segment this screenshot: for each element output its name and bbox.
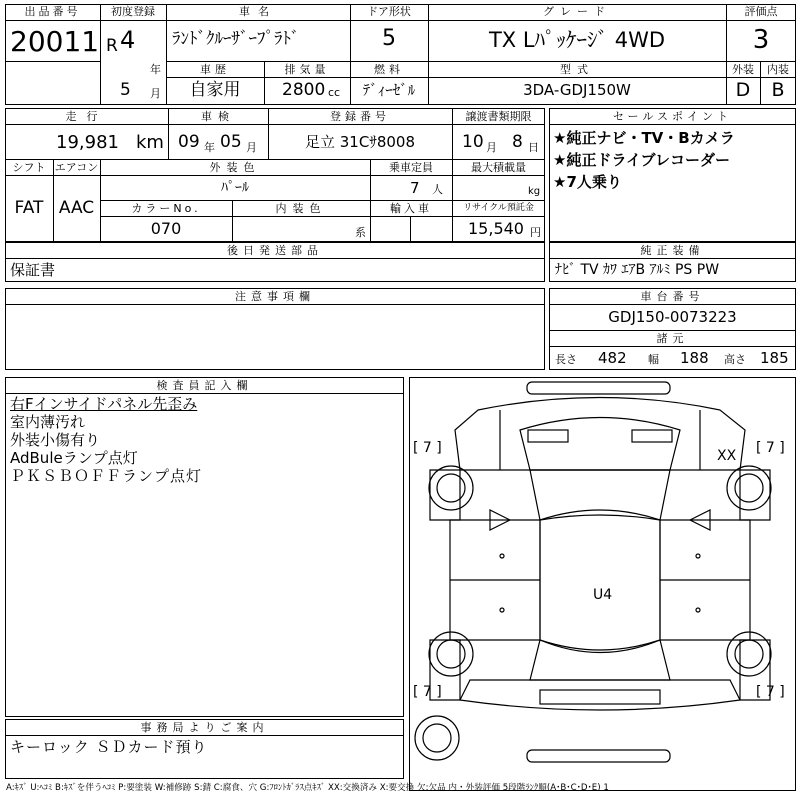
model: 3DA-GDJ150W: [523, 81, 631, 99]
transfer-day-unit: 日: [528, 141, 539, 154]
chassis-label: 車台番号: [640, 290, 705, 303]
model-label: 型式: [560, 63, 594, 76]
reg-no: 足立 31Cｻ8008: [304, 133, 415, 151]
displacement-unit: cc: [328, 86, 341, 99]
load-unit: kg: [528, 186, 541, 197]
inspector-line: 外装小傷有り: [10, 431, 101, 449]
damage-mark-xx: XX: [717, 448, 737, 464]
mileage-unit: km: [136, 132, 164, 153]
length-label: 長さ: [555, 353, 577, 366]
fuel: ﾃﾞｨｰｾﾞﾙ: [362, 81, 416, 99]
color-label: 外装色: [209, 161, 261, 174]
recycle: 15,540: [468, 219, 524, 238]
shift: FAT: [14, 198, 44, 218]
capacity-unit: 人: [432, 183, 443, 196]
score: 3: [752, 25, 770, 55]
tire-mark-front-left: [ 7 ]: [413, 440, 442, 456]
transfer-label: 譲渡書類期限: [465, 110, 532, 123]
sales-point-item: ★純正ドライブレコーダー: [553, 151, 730, 169]
tire-mark-front-right: [ 7 ]: [756, 440, 785, 456]
recycle-label: リサイクル預託金: [463, 203, 534, 213]
mileage-label: 走行: [65, 110, 108, 123]
shift-label: シフト: [12, 161, 46, 174]
history-label: 車歴: [200, 63, 230, 76]
era: R: [106, 36, 118, 56]
transfer-month-unit: 月: [486, 141, 497, 154]
grade: TX Lﾊﾟｯｹｰｼﾞ 4WD: [488, 28, 666, 52]
ac-label: エアコン: [54, 161, 99, 174]
dimensions-label: 諸元: [656, 332, 689, 345]
int-score: B: [771, 79, 785, 101]
inspection-month: 05: [220, 132, 242, 152]
inspector-line: 右Fインサイドパネル先歪み: [10, 395, 198, 413]
capacity-label: 乗車定員: [389, 161, 433, 174]
later-parts-label: 後日発送部品: [227, 244, 323, 257]
load-label: 最大積載量: [471, 161, 526, 174]
car-diagram-box: [409, 377, 796, 791]
office-value: キーロック ＳＤカード預り: [10, 738, 208, 756]
reg-month-unit: 月: [150, 87, 161, 100]
damage-mark-u4: U4: [593, 587, 613, 603]
score-label: 評価点: [744, 5, 778, 18]
reg-month: 5: [120, 80, 131, 100]
fuel-label: 燃料: [374, 63, 404, 76]
history: 自家用: [189, 80, 241, 100]
inspector-line: AdBuleランプ点灯: [10, 449, 138, 467]
displacement-label: 排気量: [284, 63, 330, 76]
equipment-value: ﾅﾋﾞ TV ｶﾜ ｴｱB ｱﾙﾐ PS PW: [555, 262, 720, 278]
grade-label: グレード: [543, 5, 611, 18]
color-no: 070: [150, 219, 182, 238]
inspection-label: 車検: [201, 110, 235, 123]
sales-points-label: セールスポイント: [612, 110, 732, 123]
length: 482: [598, 349, 627, 367]
lot-no-label: 出品番号: [24, 5, 81, 18]
ac: AAC: [58, 198, 95, 218]
color-no-label: カラーNo.: [131, 202, 201, 215]
reg-year: 4: [120, 26, 136, 54]
interior-color-unit: 系: [355, 226, 366, 239]
doors-label: ドア形状: [367, 5, 411, 18]
equipment-label: 純正装備: [640, 244, 705, 257]
legend-text: A:ｷｽﾞ U:ﾍｺﾐ B:ｷｽﾞを伴うﾍｺﾐ P:要塗装 W:補修跡 S:錆 C:腐食、穴 G:ﾌﾛﾝﾄｶﾞﾗｽ点ｷｽﾞ XX:交換済み X:要交換 欠:欠品 内・外装評価 5段階ﾗﾝｸ順(A･B･C･D･E) 1: [6, 783, 609, 793]
int-score-label: 内装: [767, 63, 789, 76]
first-reg-label: 初度登録: [111, 5, 155, 18]
inspection-year-unit: 年: [204, 141, 215, 154]
recycle-unit: 円: [530, 226, 541, 239]
reg-year-unit: 年: [150, 63, 161, 76]
color: ﾊﾟｰﾙ: [221, 180, 249, 196]
tire-mark-rear-left: [ 7 ]: [413, 684, 442, 700]
notes-label: 注意事項欄: [235, 290, 315, 303]
chassis-number: GDJ150-0073223: [608, 308, 737, 326]
import-label: 輸入車: [390, 202, 432, 215]
inspection-month-unit: 月: [246, 141, 257, 154]
car-name: ﾗﾝﾄﾞｸﾙｰｻﾞｰﾌﾟﾗﾄﾞ: [172, 29, 300, 49]
displacement: 2800: [282, 80, 326, 100]
later-parts-value: 保証書: [10, 261, 56, 279]
capacity: 7: [410, 179, 420, 197]
height-label: 高さ: [724, 353, 746, 366]
sales-point-item: ★7人乗り: [553, 173, 622, 191]
office-label: 事務局よりご案内: [140, 721, 269, 734]
reg-no-label: 登録番号: [330, 110, 390, 123]
lot-no: 20011: [10, 25, 100, 58]
height: 185: [760, 349, 789, 367]
doors: 5: [382, 26, 396, 51]
width: 188: [680, 349, 709, 367]
car-name-label: 車名: [239, 5, 277, 18]
ext-score: D: [735, 79, 751, 101]
tire-mark-rear-right: [ 7 ]: [756, 684, 785, 700]
inspector-line: 室内薄汚れ: [10, 413, 86, 431]
inspector-label: 検査員記入欄: [156, 379, 253, 392]
transfer-day: 8: [512, 132, 523, 152]
mileage: 19,981: [56, 132, 119, 153]
interior-color-label: 内装色: [275, 202, 327, 215]
sales-point-item: ★純正ナビ・TV・Bカメラ: [553, 129, 735, 147]
ext-score-label: 外装: [732, 63, 754, 76]
width-label: 幅: [648, 353, 659, 366]
inspection-year: 09: [178, 132, 200, 152]
transfer-month: 10: [462, 132, 484, 152]
inspector-line: ＰＫＳＢＯＦＦランプ点灯: [10, 467, 203, 485]
